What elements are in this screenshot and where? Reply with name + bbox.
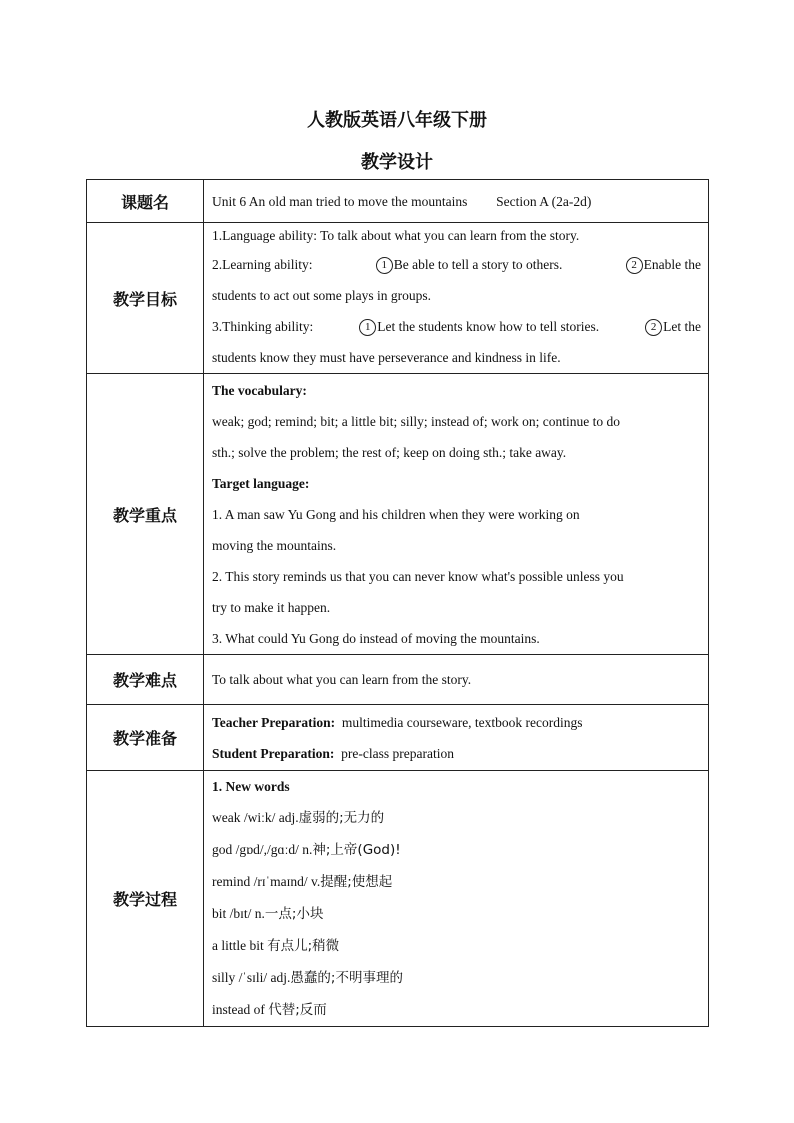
target-1-line-1: 1. A man saw Yu Gong and his children when they were working on	[212, 506, 580, 522]
word-item: silly /ˈsɪli/ adj.愚蠢的;不明事理的	[212, 970, 403, 986]
content-goals	[204, 223, 709, 374]
goal-1: 1.Language ability: To talk about what you can learn from the story.	[212, 228, 580, 243]
lesson-plan-table	[86, 179, 709, 1027]
content-process	[204, 771, 709, 1027]
target-3: 3. What could Yu Gong do instead of moving the mountains.	[212, 630, 540, 646]
label-topic: 课题名	[87, 180, 204, 223]
teacher-preparation: Teacher Preparation: multimedia courseware, textbook recordings	[212, 714, 583, 730]
new-words-heading: 1. New words	[212, 779, 290, 794]
goal-3-continued: students know they must have perseverance and kindness in life.	[212, 350, 561, 365]
row-goals	[87, 223, 709, 374]
circled-number-2: 2	[626, 257, 643, 274]
word-item: a little bit 有点儿;稍微	[212, 938, 340, 954]
vocab-line-2: sth.; solve the problem; the rest of; keep on doing sth.; take away.	[212, 444, 567, 460]
target-heading: Target language:	[212, 475, 310, 491]
row-key-points	[87, 374, 709, 655]
section-title: Section A (2a-2d)	[496, 193, 592, 209]
row-topic	[87, 180, 709, 223]
vocab-line-1: weak; god; remind; bit; a little bit; silly; instead of; work on; continue to do	[212, 413, 620, 429]
word-item: instead of 代替;反而	[212, 1002, 327, 1018]
label-difficulty: 教学难点	[87, 655, 204, 705]
circled-number-1: 1	[359, 319, 376, 336]
unit-title: Unit 6 An old man tried to move the mountains	[212, 193, 468, 209]
student-preparation: Student Preparation: pre-class preparation	[212, 745, 454, 761]
target-1-line-2: moving the mountains.	[212, 537, 337, 553]
content-key-points	[204, 374, 709, 655]
word-item: bit /bɪt/ n.一点;小块	[212, 906, 324, 922]
target-2-line-1: 2. This story reminds us that you can never know what's possible unless you	[212, 568, 624, 584]
word-item: god /gɒd/,/gɑːd/ n.神;上帝(God)!	[212, 842, 401, 858]
row-difficulty	[87, 655, 709, 705]
word-item: remind /rɪˈmaɪnd/ v.提醒;使想起	[212, 874, 393, 890]
document-subtitle: 教学设计	[361, 152, 433, 173]
label-preparation: 教学准备	[87, 705, 204, 771]
goal-3: 3.Thinking ability: 1 Let the students know how to tell stories. 2 Let the	[212, 311, 701, 342]
circled-number-1: 1	[376, 257, 393, 274]
document-title: 人教版英语八年级下册	[307, 110, 487, 131]
content-preparation	[204, 705, 709, 771]
row-process	[87, 771, 709, 1027]
goal-2: 2.Learning ability: 1 Be able to tell a story to others. 2 Enable the	[212, 249, 701, 280]
goal-2-continued: students to act out some plays in groups.	[212, 288, 431, 303]
word-item: weak /wiːk/ adj.虚弱的;无力的	[212, 810, 385, 826]
target-2-line-2: try to make it happen.	[212, 599, 331, 615]
label-key-points: 教学重点	[87, 374, 204, 655]
label-goals: 教学目标	[87, 223, 204, 374]
label-process: 教学过程	[87, 771, 204, 1027]
content-difficulty	[204, 655, 709, 705]
vocab-heading: The vocabulary:	[212, 382, 307, 398]
difficulty-text: To talk about what you can learn from the story.	[212, 672, 472, 687]
circled-number-2: 2	[645, 319, 662, 336]
row-preparation	[87, 705, 709, 771]
content-topic	[204, 180, 709, 223]
